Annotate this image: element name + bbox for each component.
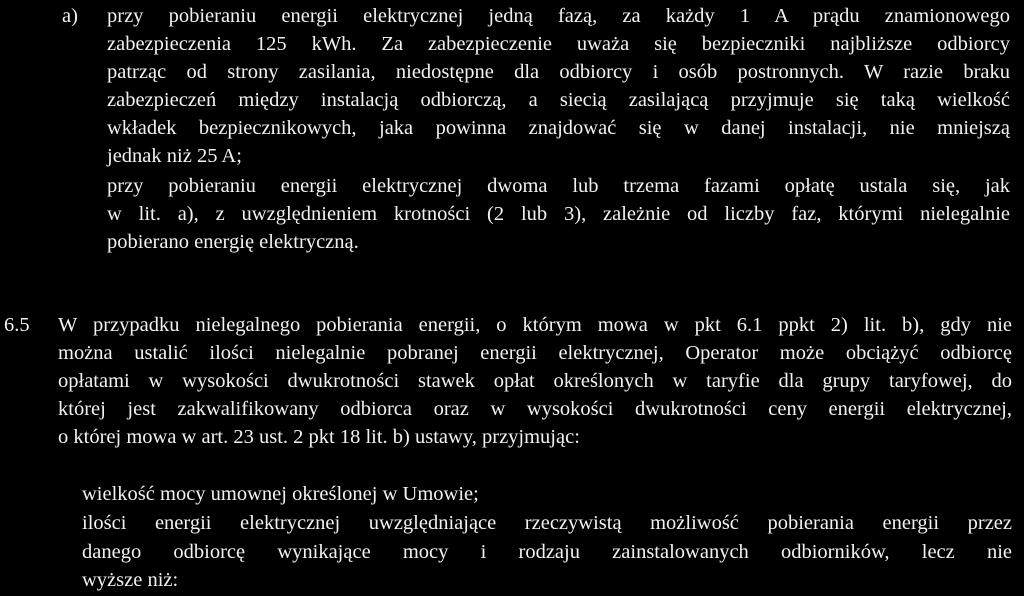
paragraph-line: opłatami w wysokości dwukrotności stawek opłat określonych w taryfie dla grupy taryfowej, do xyxy=(58,370,1012,392)
list-item-line: wyższe niż: xyxy=(82,569,179,591)
paragraph-line: o której mowa w art. 23 ust. 2 pkt 18 lit. b) ustawy, przyjmując: xyxy=(58,426,580,448)
list-item-line: danego odbiorcę wynikające mocy i rodzaju zainstalowanych odbiorników, lecz nie xyxy=(82,541,1012,563)
paragraph-line: przy pobieraniu energii elektrycznej dwoma lub trzema fazami opłatę ustala się, jak xyxy=(107,175,1010,197)
paragraph-line: zabezpieczenia 125 kWh. Za zabezpieczenie uważa się bezpieczniki najbliższe odbiorcy xyxy=(107,33,1010,55)
paragraph-line: której jest zakwalifikowany odbiorca oraz w wysokości dwukrotności ceny energii elektrycznej, xyxy=(58,398,1012,420)
paragraph-line: patrząc od strony zasilania, niedostępne dla odbiorcy i osób postronnych. W razie braku xyxy=(107,61,1010,83)
paragraph-line: przy pobieraniu energii elektrycznej jedną fazą, za każdy 1 A prądu znamionowego xyxy=(107,5,1010,27)
paragraph-line: jednak niż 25 A; xyxy=(107,145,242,167)
paragraph-line: zabezpieczeń między instalacją odbiorczą, a siecią zasilającą przyjmuje się taką wielkość xyxy=(107,89,1010,111)
list-item-line: wielkość mocy umownej określonej w Umowie; xyxy=(82,483,479,505)
paragraph-line: pobierano energię elektryczną. xyxy=(107,231,359,253)
paragraph-line: można ustalić ilości nielegalnie pobranej energii elektrycznej, Operator może obciążyć odbiorcę xyxy=(58,342,1012,364)
paragraph-line: W przypadku nielegalnego pobierania energii, o którym mowa w pkt 6.1 ppkt 2) lit. b), gdy nie xyxy=(58,314,1012,336)
paragraph-line: wkładek bezpiecznikowych, jaka powinna znajdować się w danej instalacji, nie mniejszą xyxy=(107,117,1010,139)
paragraph-line: w lit. a), z uwzględnieniem krotności (2 lub 3), zależnie od liczby faz, którymi nielegalnie xyxy=(107,203,1010,225)
list-marker-a: a) xyxy=(62,5,78,27)
list-item-line: ilości energii elektrycznej uwzględniające rzeczywistą możliwość pobierania energii przez xyxy=(82,512,1012,534)
section-number: 6.5 xyxy=(4,314,30,336)
